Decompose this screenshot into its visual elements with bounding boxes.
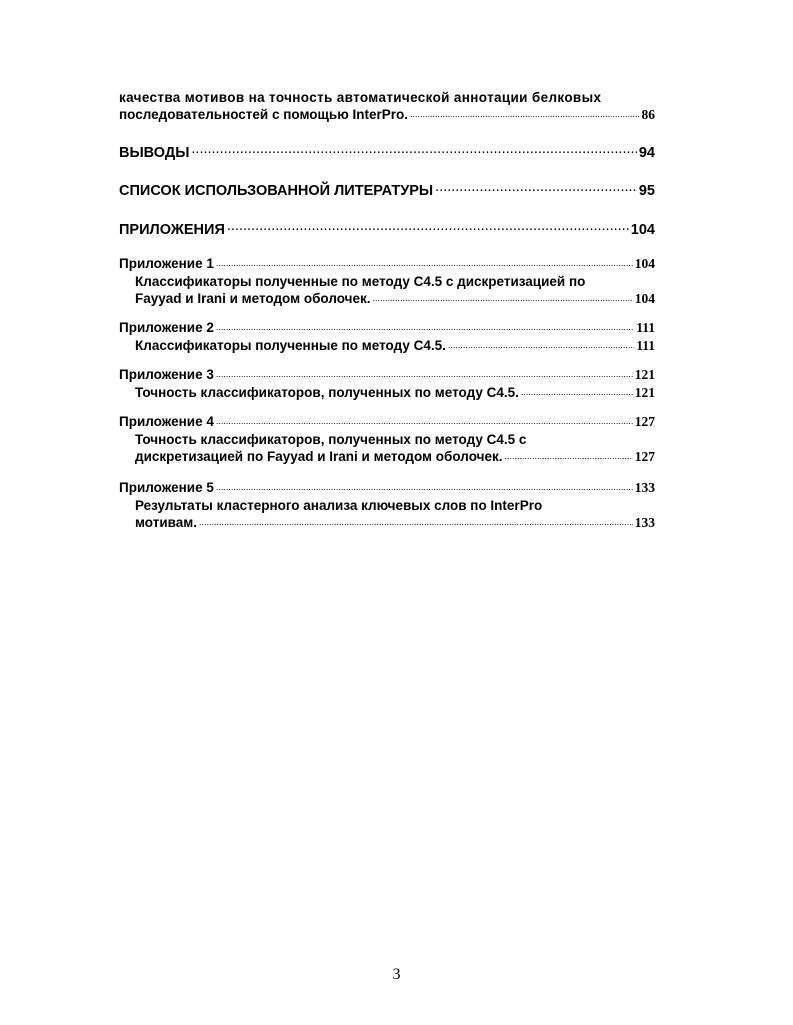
toc-entry-conclusions xyxy=(119,145,655,161)
toc-appendix-description-line: мотивам. xyxy=(135,515,197,530)
toc-page-number: 127 xyxy=(634,449,655,464)
toc-entry-text: последовательностей с помощью InterPro. xyxy=(119,107,408,122)
toc-entry-title: СПИСОК ИСПОЛЬЗОВАННОЙ ЛИТЕРАТУРЫ xyxy=(119,183,434,199)
toc-entry-line xyxy=(119,480,655,496)
toc-appendix-2 xyxy=(119,320,655,354)
toc-entry-references xyxy=(119,183,655,199)
toc-entry-line xyxy=(119,256,655,272)
dot-leader xyxy=(521,387,633,397)
toc-appendix-label: Приложение 3 xyxy=(119,367,214,382)
toc-entry-line xyxy=(119,145,655,161)
toc-page-number: 104 xyxy=(630,222,655,238)
toc-entry-line xyxy=(119,291,655,307)
dot-leader xyxy=(216,416,633,426)
toc-appendix-3 xyxy=(119,367,655,401)
toc-entry-title: ВЫВОДЫ xyxy=(119,145,190,161)
page-number: 3 xyxy=(392,966,401,983)
toc-appendix-description-line: Результаты кластерного анализа ключевых слов по InterPro xyxy=(135,498,543,513)
toc-entry-line xyxy=(119,338,655,354)
dot-leader xyxy=(216,322,634,332)
toc-page-number: 86 xyxy=(641,107,655,122)
toc-appendix-description-line: Классификаторы полученные по методу C4.5. xyxy=(135,338,446,353)
dot-leader xyxy=(435,185,637,195)
dot-leader xyxy=(504,451,632,461)
toc-appendix-5 xyxy=(119,480,655,531)
toc-entry-title: ПРИЛОЖЕНИЯ xyxy=(119,222,225,238)
toc-page-number: 104 xyxy=(634,256,655,271)
toc-entry-line xyxy=(119,385,655,401)
toc-appendix-description-line: Классификаторы полученные по методу C4.5 с дискретизацией по xyxy=(135,274,586,289)
toc-page-number: 94 xyxy=(638,145,655,161)
toc-appendix-label: Приложение 5 xyxy=(119,480,214,495)
toc-appendix-label: Приложение 1 xyxy=(119,256,214,271)
toc-page-number: 95 xyxy=(638,183,655,199)
dot-leader xyxy=(191,147,636,157)
toc-entry-line xyxy=(119,320,655,336)
dot-leader xyxy=(216,482,633,492)
toc-entry-appendices xyxy=(119,222,655,238)
toc-page-number: 104 xyxy=(634,291,655,306)
toc-entry-line xyxy=(119,449,655,465)
toc-appendix-label: Приложение 2 xyxy=(119,320,214,335)
toc-appendix-description-line: Точность классификаторов, полученных по методу C4.5. xyxy=(135,385,519,400)
dot-leader xyxy=(448,340,634,350)
toc-appendix-label: Приложение 4 xyxy=(119,414,214,429)
toc-page-number: 133 xyxy=(634,515,655,530)
toc-appendix-description-line: дискретизацией по Fayyad и Irani и методом оболочек. xyxy=(135,449,503,464)
toc-page-number: 111 xyxy=(636,338,655,353)
toc-entry-text-line: качества мотивов на точность автоматической аннотации белковых xyxy=(119,90,602,105)
dot-leader xyxy=(216,258,633,268)
toc-appendix-description-line: Точность классификаторов, полученных по методу C4.5 с xyxy=(135,432,527,447)
toc-entry-line xyxy=(119,222,655,238)
toc-appendix-4 xyxy=(119,414,655,465)
toc-appendix-1 xyxy=(119,256,655,307)
toc-entry-line xyxy=(119,183,655,199)
toc-entry-continuation xyxy=(119,90,655,123)
toc-entry-line xyxy=(119,107,655,123)
dot-leader xyxy=(216,369,633,379)
toc-appendix-description-line: Fayyad и Irani и методом оболочек. xyxy=(135,291,371,306)
toc-entry-line xyxy=(119,515,655,531)
toc-entry-line xyxy=(119,367,655,383)
toc-entry-line xyxy=(119,414,655,430)
dot-leader xyxy=(227,224,629,234)
dot-leader xyxy=(410,109,640,119)
dot-leader xyxy=(199,517,633,527)
toc-page-number: 133 xyxy=(634,480,655,495)
toc-page-number: 121 xyxy=(634,385,655,400)
toc-page-number: 121 xyxy=(634,367,655,382)
toc-page-number: 111 xyxy=(636,320,655,335)
dot-leader xyxy=(373,293,633,303)
toc-page-number: 127 xyxy=(634,414,655,429)
